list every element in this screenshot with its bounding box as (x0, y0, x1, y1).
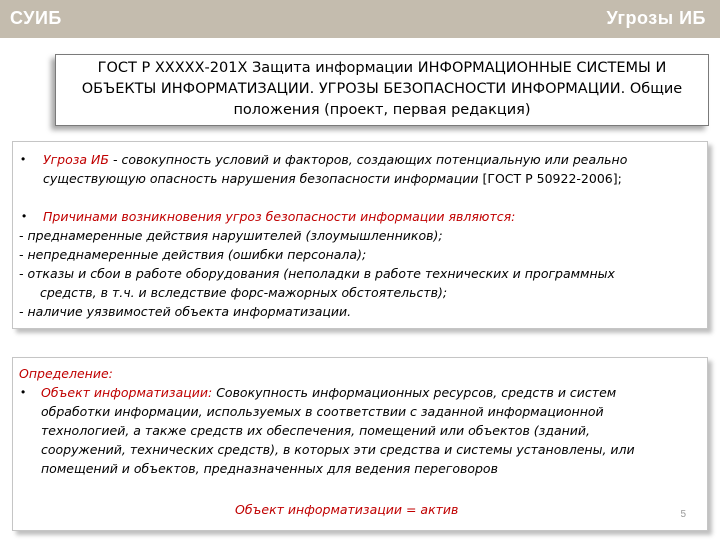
title-line-2: ОБЪЕКТЫ ИНФОРМАТИЗАЦИИ. УГРОЗЫ БЕЗОПАСНОСТИ ИНФОРМАЦИИ. Общие (81, 81, 683, 97)
threat-term: Угроза ИБ (43, 152, 109, 167)
threat-definition-box (12, 141, 708, 329)
bullet-marker: • (21, 385, 26, 399)
header-right-title: Угрозы ИБ (606, 8, 706, 28)
threat-def-line2: существующую опасность нарушения безопасности информации (43, 171, 479, 186)
bullet-marker: • (22, 209, 27, 223)
cause-item-3: - отказы и сбои в работе оборудования (неполадки в работе технических и программных (19, 266, 615, 281)
definition-heading: Определение: (19, 366, 113, 381)
title-line-1: ГОСТ Р ХХХХХ-201Х Защита информации ИНФОРМАЦИОННЫЕ СИСТЕМЫ И (97, 60, 667, 76)
definition-line-3: технологией, а также средств их обеспечения, помещений или объектов (зданий, (41, 423, 591, 438)
gost-reference: [ГОСТ Р 50922-2006]; (478, 171, 622, 186)
document-title-box (55, 54, 709, 126)
threat-line-2 (43, 171, 622, 186)
cause-item-3-cont: средств, в т.ч. и вследствие форс-мажорных обстоятельств); (40, 285, 448, 300)
cause-item-1: - преднамеренные действия нарушителей (злоумышленников); (19, 228, 443, 243)
document-title (56, 58, 708, 121)
definition-line-5: помещений и объектов, предназначенных для ведения переговоров (41, 461, 498, 476)
definition-line-4: сооружений, технических средств), в которых эти средства и системы установлены, или (41, 442, 635, 457)
header-bar (0, 0, 720, 38)
definition-line-1-rest: Совокупность информационных ресурсов, средств и систем (212, 385, 617, 400)
definition-line-2: обработки информации, используемых в соответствии с заданной информационной (41, 404, 604, 419)
page-number: 5 (680, 509, 686, 520)
title-line-3: положения (проект, первая редакция) (233, 102, 531, 118)
definition-box (12, 357, 708, 531)
cause-item-4: - наличие уязвимостей объекта информатизации. (19, 304, 352, 319)
asset-formula: Объект информатизации = актив (235, 502, 459, 517)
threat-line-1 (43, 152, 627, 167)
definition-line-1 (41, 385, 616, 400)
threat-def-rest: - совокупность условий и факторов, создающих потенциальную или реально (108, 152, 628, 167)
header-left-title: СУИБ (10, 8, 62, 28)
bullet-marker: • (21, 152, 26, 166)
causes-heading: Причинами возникновения угроз безопасности информации являются: (43, 209, 516, 224)
cause-item-2: - непреднамеренные действия (ошибки персонала); (19, 247, 367, 262)
definition-term: Объект информатизации: (41, 385, 213, 400)
